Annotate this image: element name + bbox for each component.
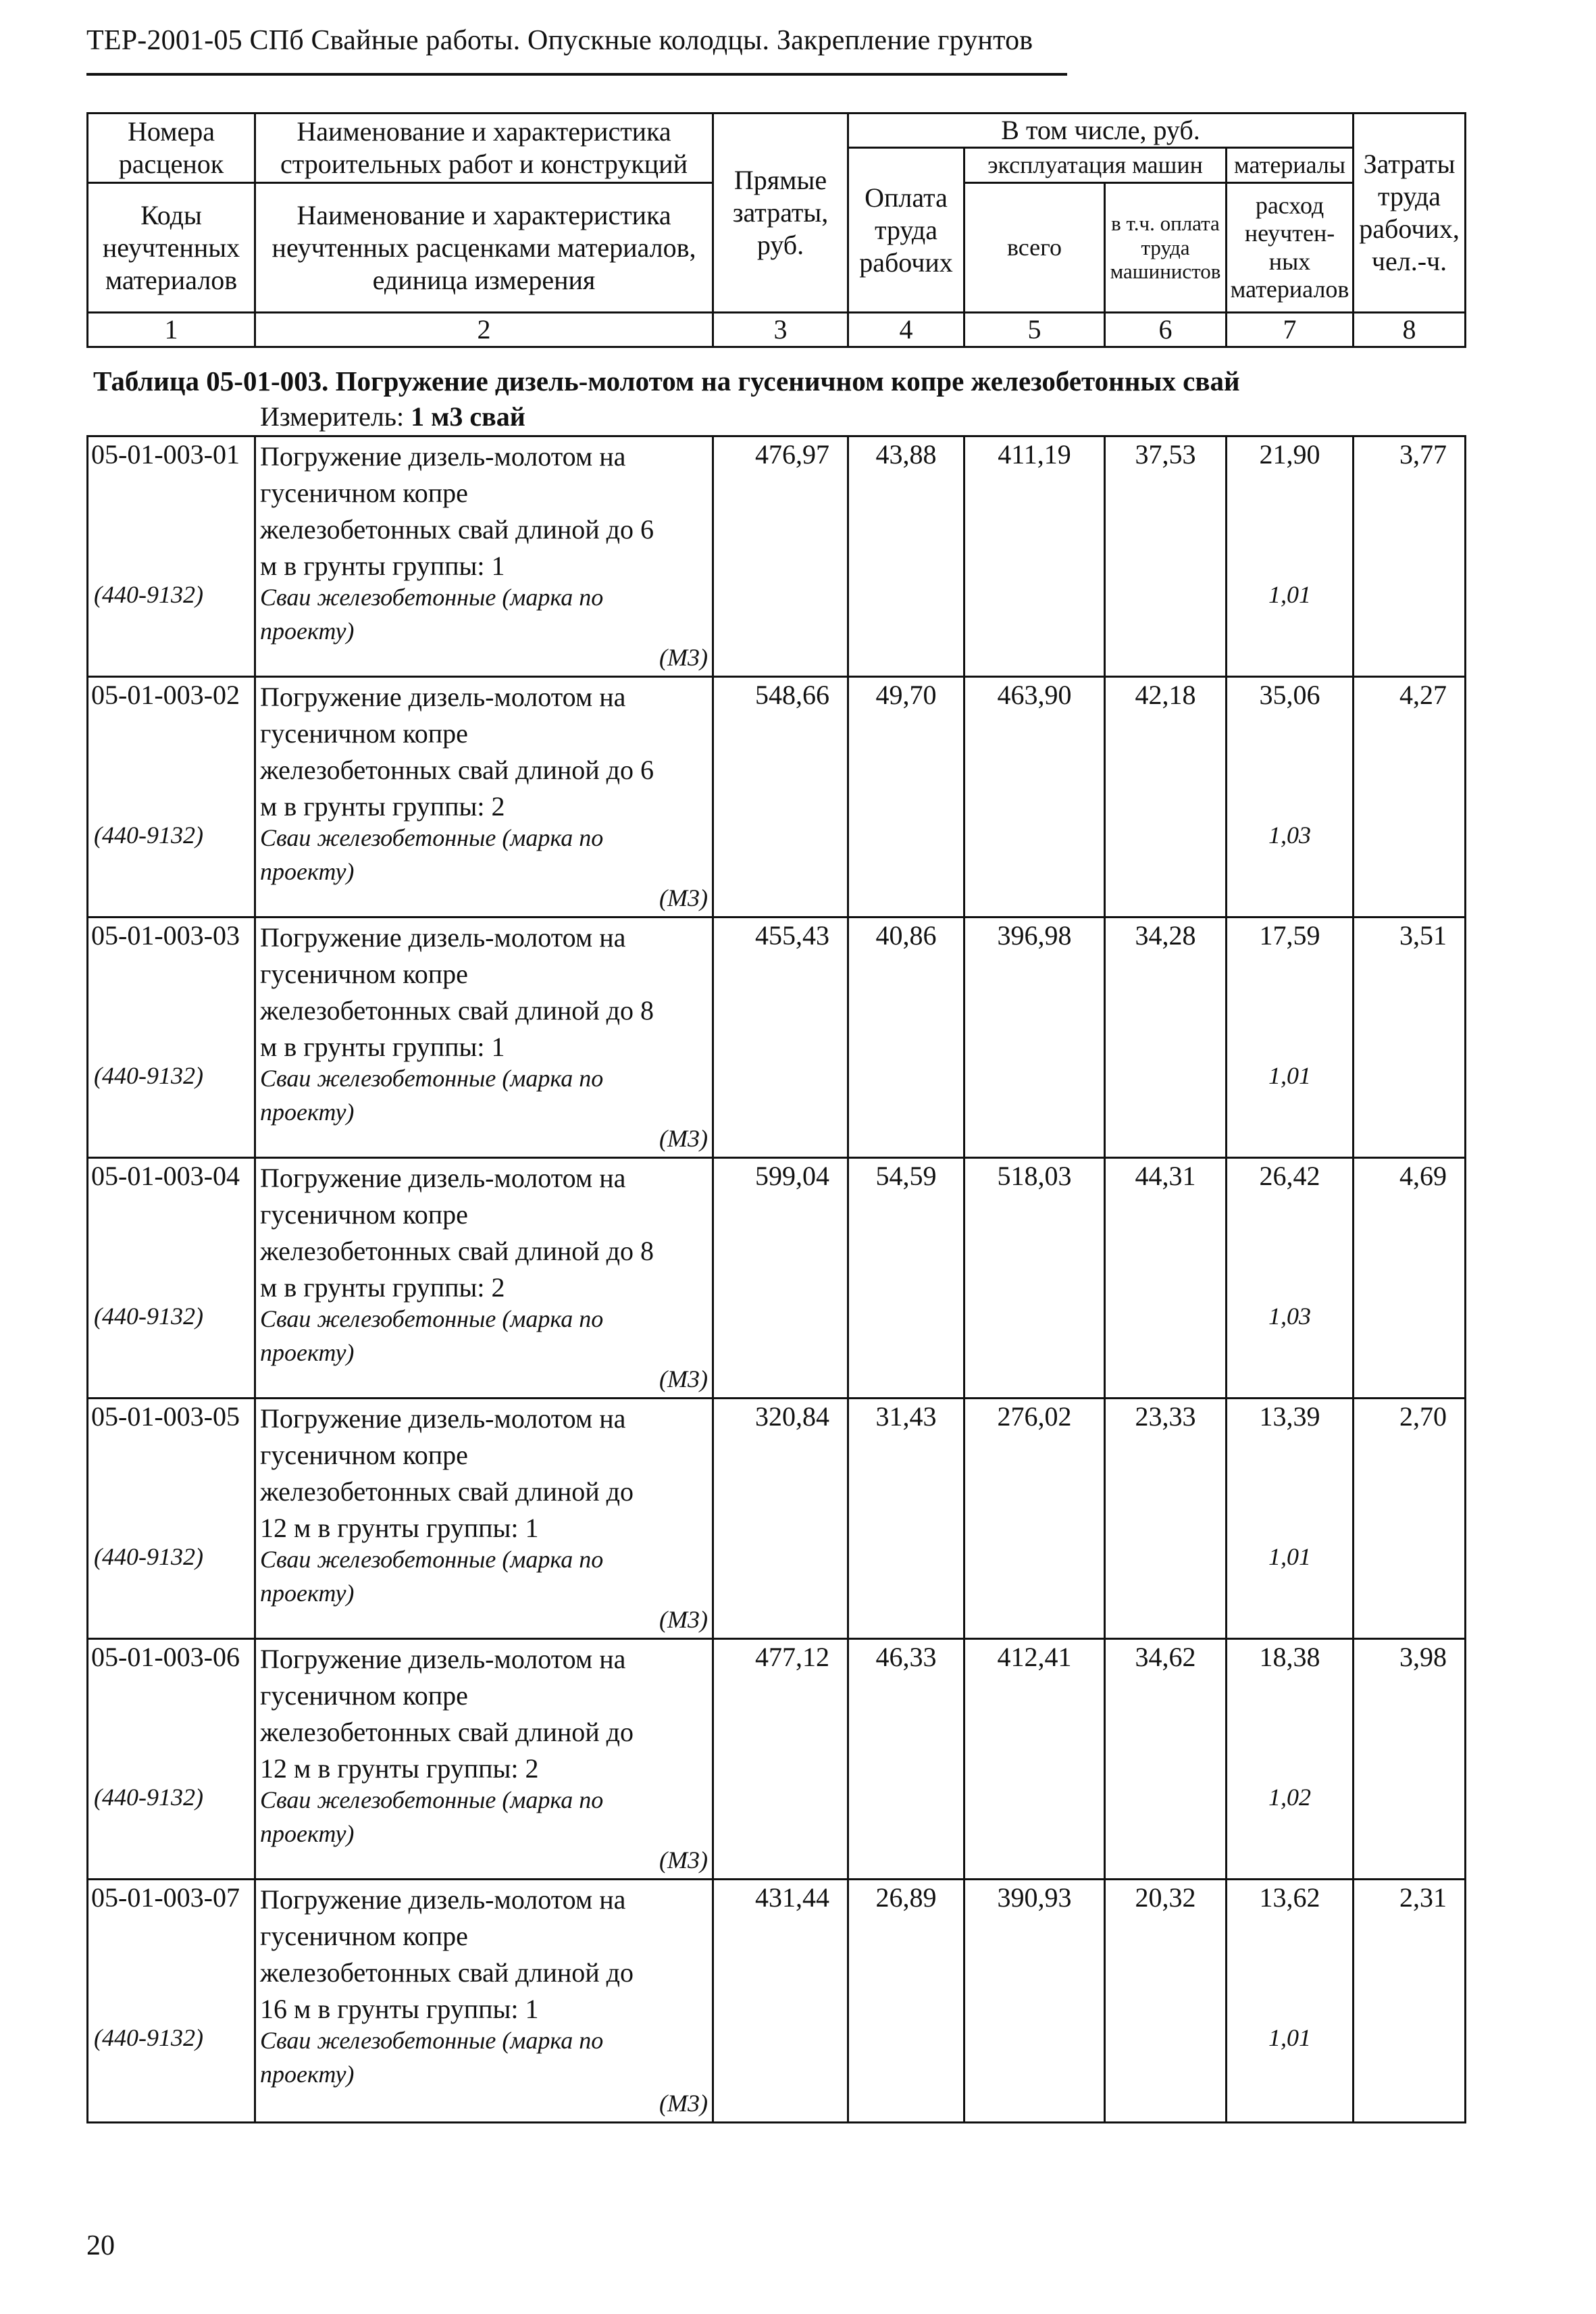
- labor-hours-cell: [1354, 436, 1466, 677]
- labor-hours: 3,98: [1399, 1642, 1447, 1672]
- machinists-pay-cell: [1105, 1158, 1227, 1399]
- machines-total: 463,90: [997, 680, 1072, 710]
- col-number-8: 8: [1354, 313, 1466, 347]
- material-code: (440-9132): [94, 2024, 203, 2051]
- header-including: В том числе, руб.: [848, 114, 1354, 148]
- material-code: (440-9132): [94, 822, 203, 849]
- header-rule: [86, 73, 1067, 76]
- rate-code-cell: [88, 1639, 255, 1880]
- material-title: Сваи железобетонные (марка по проекту): [260, 1305, 604, 1366]
- rate-code-cell: [88, 436, 255, 677]
- labor-hours: 4,27: [1399, 680, 1447, 710]
- direct-cost: 320,84: [755, 1401, 829, 1432]
- machinists-pay-cell: [1105, 1399, 1227, 1639]
- material-code: (440-9132): [94, 1543, 203, 1570]
- machinists-pay-cell: [1105, 1639, 1227, 1880]
- table-row: [88, 1158, 1466, 1399]
- materials-cell: [1227, 436, 1354, 677]
- table-caption: Таблица 05-01-003. Погружение дизель-молотом на гусеничном копре железобетонных свай: [93, 366, 1240, 397]
- work-description-cell: [255, 677, 713, 917]
- material-consumption: 1,03: [1268, 1303, 1311, 1330]
- table-row: [88, 436, 1466, 677]
- material-unit: (М3): [659, 884, 708, 911]
- material-code: (440-9132): [94, 1303, 203, 1330]
- work-title: Погружение дизель-молотом на гусеничном копре железобетонных свай длиной до 12 м в грунты группы: 1: [260, 1403, 634, 1543]
- header-material-codes: Коды неучтенных материалов: [88, 183, 255, 313]
- labor-pay: 26,89: [875, 1882, 937, 1913]
- materials-cost: 26,42: [1259, 1161, 1320, 1191]
- labor-pay-cell: [848, 436, 964, 677]
- rate-code-cell: [88, 1880, 255, 2123]
- rate-code: 05-01-003-03: [91, 920, 240, 951]
- col-number-3: 3: [713, 313, 848, 347]
- machines-total: 411,19: [998, 439, 1071, 470]
- work-description-cell: [255, 1158, 713, 1399]
- col-number-7: 7: [1227, 313, 1354, 347]
- machines-total: 396,98: [997, 920, 1072, 951]
- material-consumption: 1,01: [1268, 1062, 1311, 1089]
- machinists-pay: 20,32: [1135, 1882, 1196, 1913]
- work-title: Погружение дизель-молотом на гусеничном копре железобетонных свай длиной до 12 м в грунты группы: 2: [260, 1644, 634, 1784]
- header-rate-numbers: Номера расценок: [88, 114, 255, 183]
- work-title: Погружение дизель-молотом на гусеничном копре железобетонных свай длиной до 6 м в грунты группы: 1: [260, 441, 654, 581]
- header-materials: материалы: [1227, 148, 1354, 183]
- table-row: [88, 1880, 1466, 2123]
- machinists-pay-cell: [1105, 917, 1227, 1158]
- material-unit: (М3): [659, 1606, 708, 1633]
- material-unit: (М3): [659, 1846, 708, 1873]
- machinists-pay: 34,28: [1135, 920, 1196, 951]
- machinists-pay: 37,53: [1135, 439, 1196, 470]
- material-title: Сваи железобетонные (марка по проекту): [260, 824, 604, 885]
- material-unit: (М3): [659, 2090, 708, 2117]
- machinists-pay-cell: [1105, 1880, 1227, 2123]
- work-title: Погружение дизель-молотом на гусеничном копре железобетонных свай длиной до 16 м в грунты группы: 1: [260, 1884, 634, 2024]
- labor-pay: 46,33: [875, 1642, 937, 1672]
- col-number-1: 1: [88, 313, 255, 347]
- direct-cost-cell: [713, 1399, 848, 1639]
- table-row: [88, 1639, 1466, 1880]
- direct-cost: 455,43: [755, 920, 829, 951]
- work-description-cell: [255, 1639, 713, 1880]
- labor-pay: 43,88: [875, 439, 937, 470]
- materials-cost: 21,90: [1259, 439, 1320, 470]
- machines-total: 390,93: [997, 1882, 1072, 1913]
- work-description-cell: [255, 1880, 713, 2123]
- table-row: [88, 917, 1466, 1158]
- material-consumption: 1,01: [1268, 2024, 1311, 2051]
- direct-cost-cell: [713, 1880, 848, 2123]
- header-machinists-pay: в т.ч. оплата труда машинистов: [1105, 183, 1227, 313]
- labor-pay: 54,59: [875, 1161, 937, 1191]
- rate-code-cell: [88, 917, 255, 1158]
- labor-hours-cell: [1354, 1639, 1466, 1880]
- labor-pay: 49,70: [875, 680, 937, 710]
- col-number-2: 2: [255, 313, 713, 347]
- header-labor-hours: Затраты труда рабочих, чел.-ч.: [1354, 114, 1466, 313]
- material-consumption: 1,03: [1268, 822, 1311, 849]
- material-consumption: 1,01: [1268, 581, 1311, 608]
- rates-table: [86, 435, 1466, 2123]
- direct-cost: 477,12: [755, 1642, 829, 1672]
- labor-hours-cell: [1354, 1880, 1466, 2123]
- labor-hours-cell: [1354, 1399, 1466, 1639]
- material-unit: (М3): [659, 644, 708, 671]
- direct-cost: 431,44: [755, 1882, 829, 1913]
- direct-cost: 476,97: [755, 439, 829, 470]
- labor-hours-cell: [1354, 917, 1466, 1158]
- machinists-pay: 44,31: [1135, 1161, 1196, 1191]
- labor-hours-cell: [1354, 677, 1466, 917]
- rate-code: 05-01-003-07: [91, 1882, 240, 1913]
- direct-cost-cell: [713, 436, 848, 677]
- materials-cost: 17,59: [1259, 920, 1320, 951]
- labor-pay-cell: [848, 1639, 964, 1880]
- header-machines-total: всего: [964, 183, 1105, 313]
- work-title: Погружение дизель-молотом на гусеничном копре железобетонных свай длиной до 8 м в грунты группы: 2: [260, 1163, 654, 1303]
- header-direct-costs: Прямые затраты, руб.: [713, 114, 848, 313]
- labor-pay: 31,43: [875, 1401, 937, 1432]
- machines-total-cell: [964, 1880, 1105, 2123]
- machines-total-cell: [964, 917, 1105, 1158]
- measure-value: 1 м3 свай: [411, 401, 525, 432]
- material-title: Сваи железобетонные (марка по проекту): [260, 2027, 604, 2088]
- rate-code: 05-01-003-02: [91, 680, 240, 710]
- header-material-name: Наименование и характеристика неучтенных расценками материалов, единица измерения: [255, 183, 713, 313]
- material-unit: (М3): [659, 1125, 708, 1152]
- machinists-pay: 23,33: [1135, 1401, 1196, 1432]
- rate-code: 05-01-003-05: [91, 1401, 240, 1432]
- machines-total-cell: [964, 1639, 1105, 1880]
- direct-cost-cell: [713, 677, 848, 917]
- labor-hours-cell: [1354, 1158, 1466, 1399]
- direct-cost-cell: [713, 1639, 848, 1880]
- machines-total-cell: [964, 1399, 1105, 1639]
- machinists-pay: 34,62: [1135, 1642, 1196, 1672]
- col-number-5: 5: [964, 313, 1105, 347]
- labor-pay-cell: [848, 917, 964, 1158]
- material-title: Сваи железобетонные (марка по проекту): [260, 1786, 604, 1847]
- materials-cost: 35,06: [1259, 680, 1320, 710]
- measure-label: Измеритель:: [260, 401, 405, 432]
- material-title: Сваи железобетонные (марка по проекту): [260, 584, 604, 645]
- page-header: ТЕР-2001-05 СПб Свайные работы. Опускные колодцы. Закрепление грунтов: [86, 25, 1033, 56]
- labor-hours: 4,69: [1399, 1161, 1447, 1191]
- work-description-cell: [255, 1399, 713, 1639]
- materials-cell: [1227, 677, 1354, 917]
- rate-code-cell: [88, 1158, 255, 1399]
- direct-cost: 599,04: [755, 1161, 829, 1191]
- material-consumption: 1,02: [1268, 1784, 1311, 1811]
- machines-total: 518,03: [997, 1161, 1072, 1191]
- labor-hours: 2,70: [1399, 1401, 1447, 1432]
- rate-code-cell: [88, 1399, 255, 1639]
- work-title: Погружение дизель-молотом на гусеничном копре железобетонных свай длиной до 6 м в грунты группы: 2: [260, 682, 654, 822]
- materials-cell: [1227, 1399, 1354, 1639]
- material-unit: (М3): [659, 1365, 708, 1392]
- materials-cell: [1227, 1158, 1354, 1399]
- labor-pay-cell: [848, 677, 964, 917]
- direct-cost-cell: [713, 1158, 848, 1399]
- materials-cell: [1227, 917, 1354, 1158]
- rate-code: 05-01-003-04: [91, 1161, 240, 1191]
- table-row: [88, 677, 1466, 917]
- rate-code-cell: [88, 677, 255, 917]
- materials-cell: [1227, 1880, 1354, 2123]
- direct-cost: 548,66: [755, 680, 829, 710]
- machinists-pay: 42,18: [1135, 680, 1196, 710]
- header-unaccounted-materials: расход неучтен-ных материалов: [1227, 183, 1354, 313]
- machinists-pay-cell: [1105, 436, 1227, 677]
- header-machines: эксплуатация машин: [964, 148, 1227, 183]
- machinists-pay-cell: [1105, 677, 1227, 917]
- materials-cost: 18,38: [1259, 1642, 1320, 1672]
- direct-cost-cell: [713, 917, 848, 1158]
- column-header-table: [86, 112, 1466, 348]
- work-title: Погружение дизель-молотом на гусеничном копре железобетонных свай длиной до 8 м в грунты группы: 1: [260, 922, 654, 1062]
- materials-cost: 13,39: [1259, 1401, 1320, 1432]
- work-description-cell: [255, 436, 713, 677]
- materials-cost: 13,62: [1259, 1882, 1320, 1913]
- col-number-6: 6: [1105, 313, 1227, 347]
- col-number-4: 4: [848, 313, 964, 347]
- rate-code: 05-01-003-01: [91, 439, 240, 470]
- labor-hours: 2,31: [1399, 1882, 1447, 1913]
- header-labor-pay: Оплата труда рабочих: [848, 148, 964, 313]
- machines-total-cell: [964, 677, 1105, 917]
- table-row: [88, 1399, 1466, 1639]
- labor-hours: 3,77: [1399, 439, 1447, 470]
- machines-total: 276,02: [997, 1401, 1072, 1432]
- labor-pay-cell: [848, 1399, 964, 1639]
- machines-total-cell: [964, 436, 1105, 677]
- material-code: (440-9132): [94, 581, 203, 608]
- materials-cell: [1227, 1639, 1354, 1880]
- machines-total: 412,41: [997, 1642, 1072, 1672]
- header-work-name: Наименование и характеристика строительных работ и конструкций: [255, 114, 713, 183]
- labor-pay-cell: [848, 1880, 964, 2123]
- measure-unit: [260, 401, 525, 432]
- labor-pay-cell: [848, 1158, 964, 1399]
- labor-pay: 40,86: [875, 920, 937, 951]
- material-title: Сваи железобетонные (марка по проекту): [260, 1546, 604, 1607]
- material-title: Сваи железобетонные (марка по проекту): [260, 1065, 604, 1126]
- material-code: (440-9132): [94, 1062, 203, 1089]
- page-number: 20: [86, 2230, 115, 2261]
- material-consumption: 1,01: [1268, 1543, 1311, 1570]
- rate-code: 05-01-003-06: [91, 1642, 240, 1672]
- labor-hours: 3,51: [1399, 920, 1447, 951]
- work-description-cell: [255, 917, 713, 1158]
- machines-total-cell: [964, 1158, 1105, 1399]
- material-code: (440-9132): [94, 1784, 203, 1811]
